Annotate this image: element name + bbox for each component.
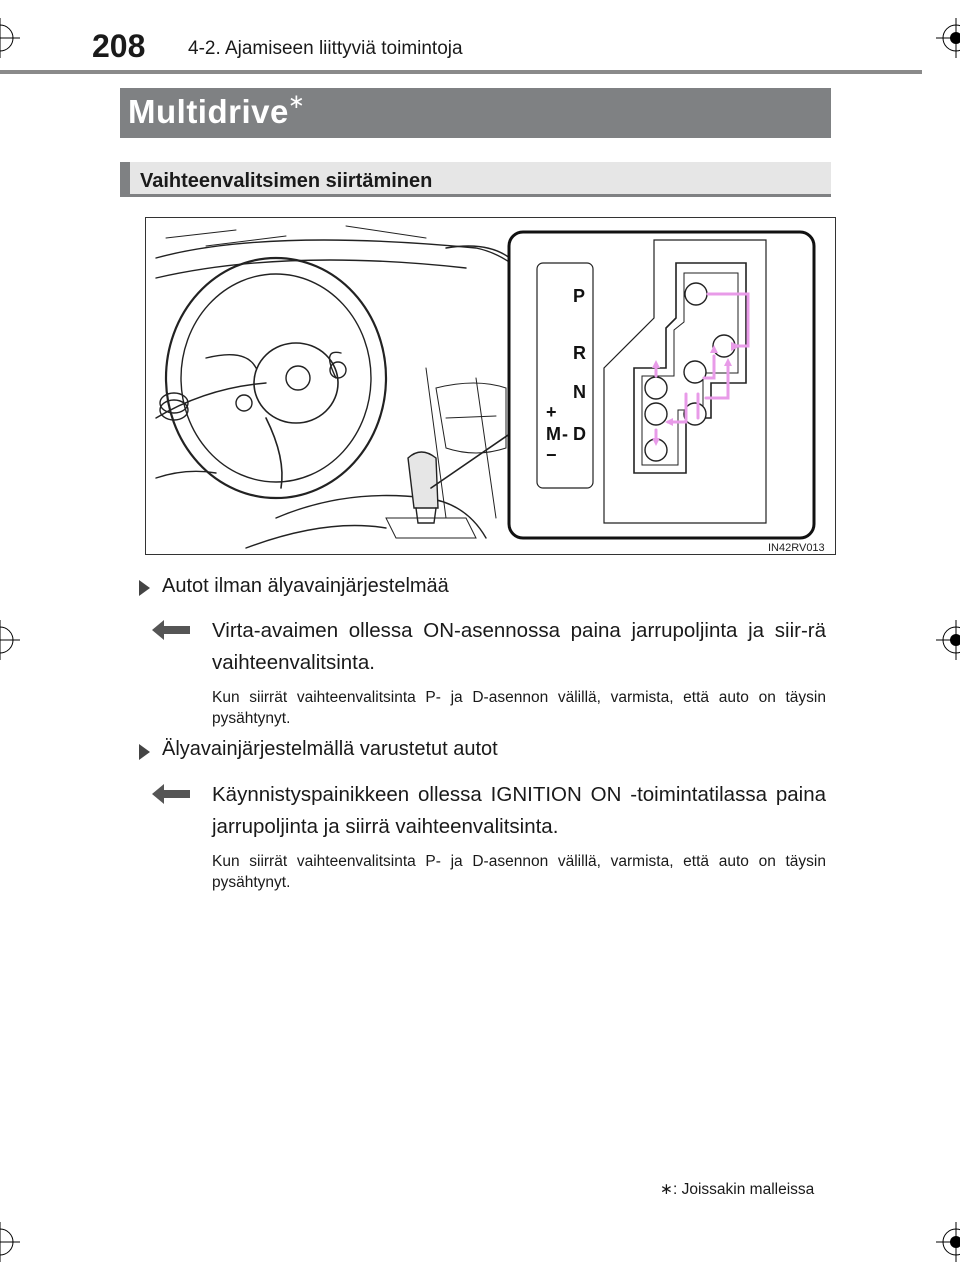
crop-mark-icon [936, 18, 960, 58]
car-interior-illustration [146, 218, 835, 554]
manual-dash-label: - [562, 424, 568, 444]
header-rule [0, 70, 922, 74]
footnote-text: : Joissakin malleissa [673, 1181, 815, 1198]
subsection-marker [120, 162, 130, 197]
manual-minus-label: − [546, 445, 557, 465]
manual-m-label: M [546, 424, 561, 444]
bullet-triangle-icon [139, 580, 150, 596]
crop-mark-icon [0, 1222, 20, 1262]
manual-plus-label: + [546, 402, 557, 422]
crop-mark-icon [0, 620, 20, 660]
subsection-title: Vaihteenvalitsimen siirtäminen [140, 170, 433, 192]
block-step-2: Käynnistyspainikkeen ollessa IGNITION ON -toimintatilassa paina jarrupoljinta ja siirrä vaihteenvalitsinta. [212, 783, 826, 838]
section-title: Multidrive [128, 93, 289, 130]
block-step-1: Virta-avaimen ollessa ON-asennossa paina jarrupoljinta ja siir-rä vaihteenvalitsinta. [212, 619, 826, 674]
footnote [660, 1180, 814, 1199]
page-number: 208 [92, 28, 146, 64]
section-asterisk: ∗ [288, 91, 305, 113]
footnote-asterisk: ∗ [660, 1181, 673, 1198]
step-arrow-icon [152, 784, 190, 804]
gate-label-p: P [573, 286, 586, 306]
block-bullet-1: Autot ilman älyavainjärjestelmää [162, 575, 449, 597]
crop-mark-icon [936, 620, 960, 660]
block-bullet-2: Älyavainjärjestelmällä varustetut autot [162, 738, 498, 760]
block-note-1: Kun siirrät vaihteenvalitsinta P- ja D-asennon välillä, varmista, että auto on täysin pysähtynyt. [212, 689, 826, 727]
chapter-title: 4-2. Ajamiseen liittyviä toimintoja [188, 38, 463, 59]
gate-label-r: R [573, 343, 586, 363]
crop-mark-icon [936, 1222, 960, 1262]
gate-label-n: N [573, 382, 586, 402]
bullet-triangle-icon [139, 744, 150, 760]
figure-code: IN42RV013 [768, 542, 825, 554]
step-arrow-icon [152, 620, 190, 640]
crop-mark-icon [0, 18, 20, 58]
gate-label-d: D [573, 424, 586, 444]
shift-lever-figure [145, 217, 836, 555]
block-note-2: Kun siirrät vaihteenvalitsinta P- ja D-asennon välillä, varmista, että auto on täysin pysähtynyt. [212, 853, 826, 891]
